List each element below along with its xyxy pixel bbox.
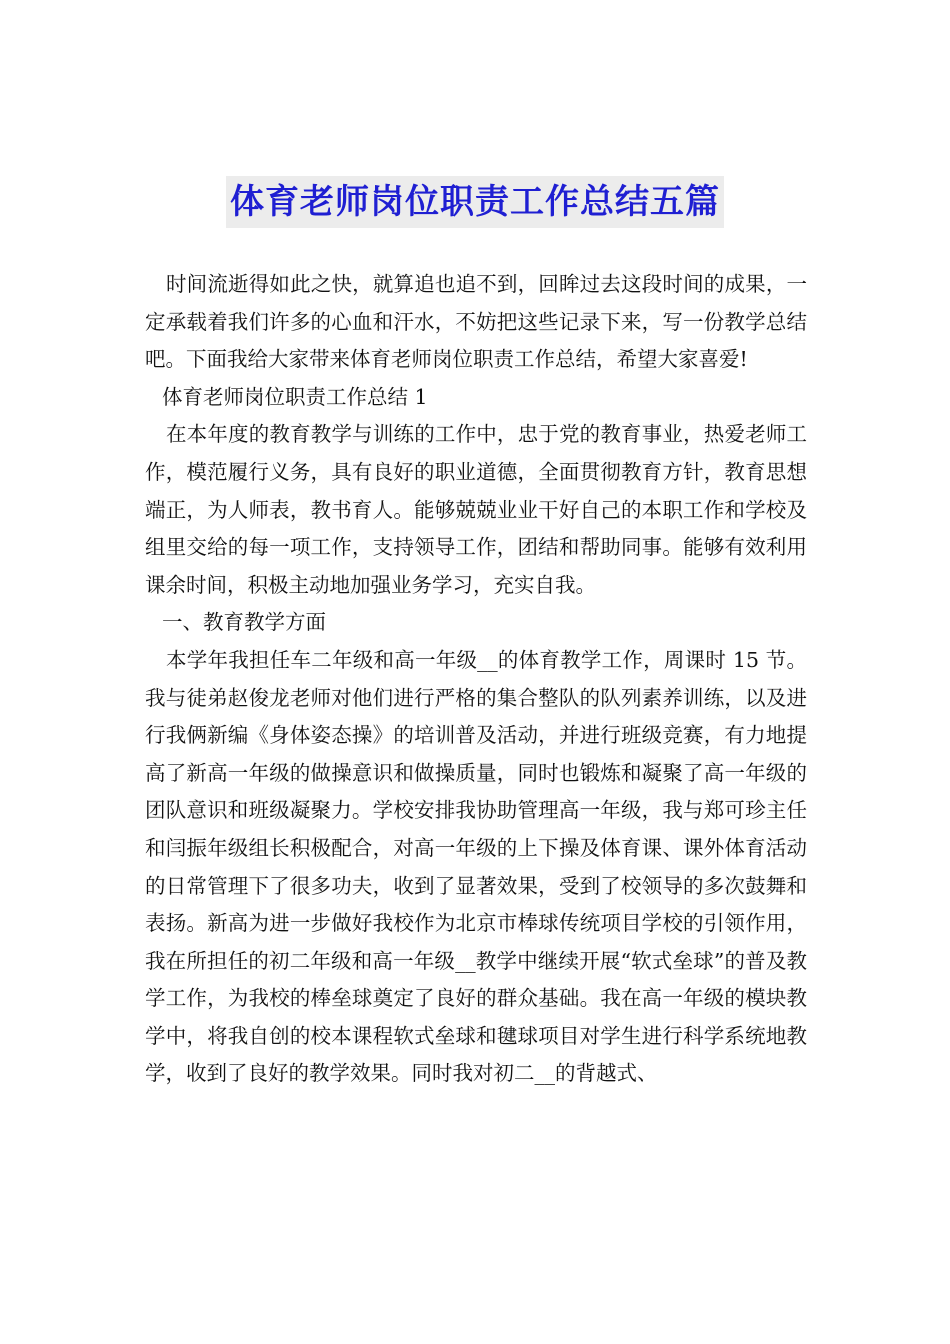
subsection-heading: 一、教育教学方面	[162, 610, 326, 635]
intro-paragraph: 时间流逝得如此之快，就算追也追不到，回眸过去这段时间的成果，一定承载着我们许多的心血和汗水，不妨把这些记录下来，写一份教学总结吧。下面我给大家带来体育老师岗位职责工作总结，希望大家喜爱!	[145, 272, 807, 372]
body-paragraph: 在本年度的教育教学与训练的工作中，忠于党的教育事业，热爱老师工作，模范履行义务，具有良好的职业道德，全面贯彻教育方针，教育思想端正，为人师表，教书育人。能够兢兢业业干好自己的本职工作和学校及组里交给的每一项工作，支持领导工作，团结和帮助同事。能够有效利用课余时间，积极主动地加强业务学习，充实自我。	[145, 422, 807, 597]
title-block	[0, 176, 950, 228]
document-body	[145, 266, 807, 1093]
body-paragraph: 本学年我担任车二年级和高一年级__的体育教学工作，周课时 15 节。我与徒弟赵俊龙老师对他们进行严格的集合整队的队列素养训练，以及进行我俩新编《身体姿态操》的培训普及活动，并进行班级竞赛，有力地提高了新高一年级的做操意识和做操质量，同时也锻炼和凝聚了高一年级的团队意识和班级凝聚力。学校安排我协助管理高一年级，我与郑可珍主任和闫振年级组长积极配合，对高一年级的上下操及体育课、课外体育活动的日常管理下了很多功夫，收到了显著效果，受到了校领导的多次鼓舞和表扬。新高为进一步做好我校作为北京市棒球传统项目学校的引领作用，我在所担任的初二年级和高一年级__教学中继续开展“软式垒球”的普及教学工作，为我校的棒垒球奠定了良好的群众基础。我在高一年级的模块教学中，将我自创的校本课程软式垒球和毽球项目对学生进行科学系统地教学，收到了良好的教学效果。同时我对初二__的背越式、	[145, 647, 807, 1086]
section-heading-summary-1: 体育老师岗位职责工作总结 1	[162, 384, 428, 409]
document-title: 体育老师岗位职责工作总结五篇	[226, 176, 724, 228]
